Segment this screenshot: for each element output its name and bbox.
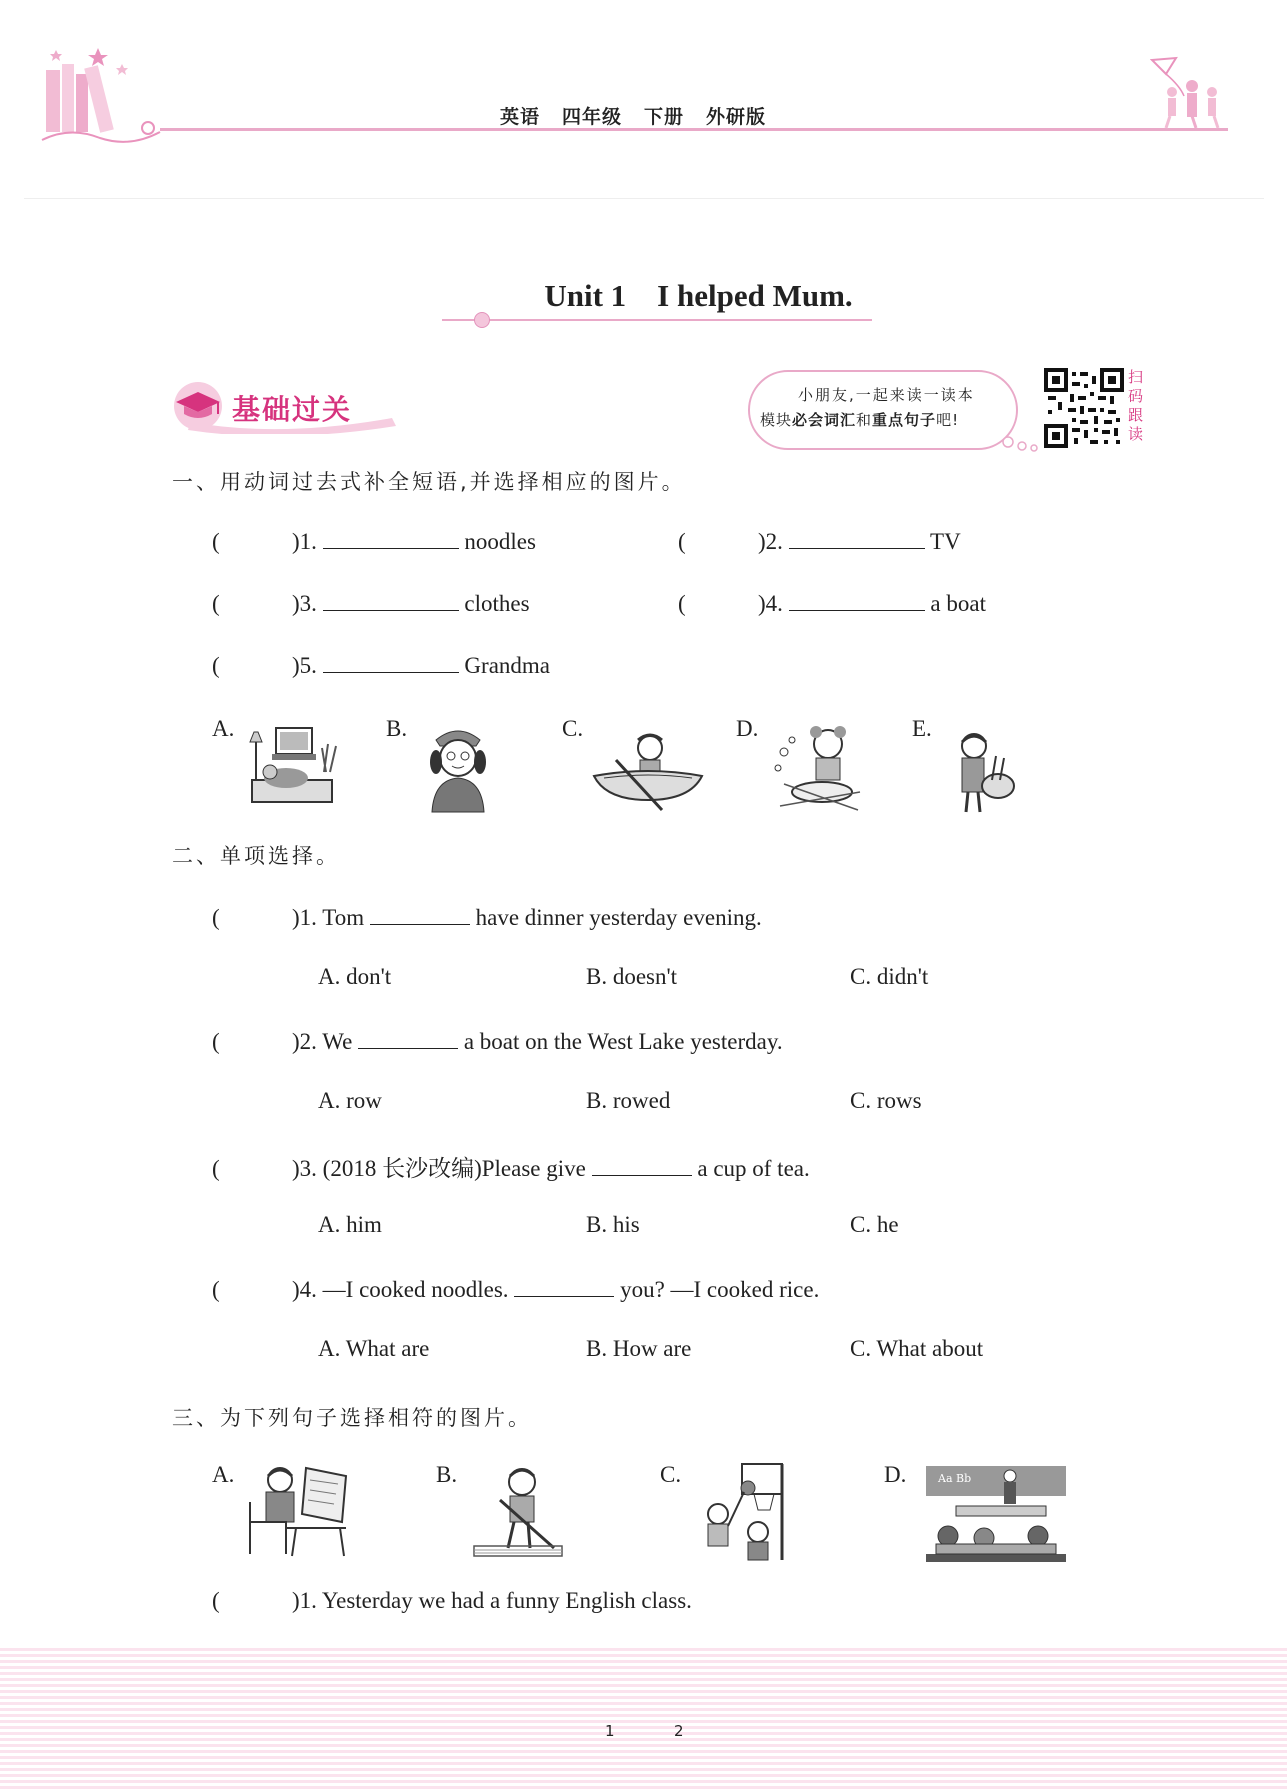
- s2-q2-option-a[interactable]: A. row: [318, 1088, 382, 1113]
- s2-question-3: ( )3. (2018 长沙改编)Please give a cup of tea.: [212, 1150, 810, 1183]
- s1-question-2: ( )2. TV: [678, 526, 961, 555]
- s3-picture-label-d: D.: [884, 1462, 907, 1487]
- answer-blank[interactable]: [358, 1026, 458, 1049]
- section1-title: 一、用动词过去式补全短语,并选择相应的图片。: [172, 470, 686, 494]
- header-title: [500, 102, 788, 129]
- answer-blank[interactable]: [789, 588, 925, 611]
- s2-q4-option-c[interactable]: C. What about: [850, 1336, 984, 1361]
- unit-title-dot: [474, 312, 490, 328]
- s3-picture-label-a: A.: [212, 1462, 235, 1487]
- watching-tv-picture-icon: [246, 722, 346, 812]
- header-term: 下册: [644, 106, 685, 128]
- footer-stripes: [0, 1648, 1287, 1789]
- s2-q1-option-c[interactable]: C. didn't: [850, 964, 929, 989]
- s1-picture-label-b: B.: [386, 716, 408, 741]
- blackboard-text: Aa Bb: [938, 1472, 972, 1485]
- header-edition: 外研版: [706, 106, 767, 128]
- reading-newspaper-picture-icon: [246, 1462, 356, 1558]
- header-grade: 四年级: [562, 106, 623, 128]
- s1-picture-label-c: C.: [562, 716, 584, 741]
- section2-title: 二、单项选择。: [172, 844, 340, 868]
- playing-basketball-picture-icon: [692, 1460, 792, 1564]
- s1-question-3: ( )3. clothes: [212, 588, 530, 617]
- s3-picture-label-b: B.: [436, 1462, 458, 1487]
- s2-question-1: ( )1. Tom have dinner yesterday evening.: [212, 902, 762, 931]
- sweeping-floor-picture-icon: [470, 1464, 566, 1558]
- answer-blank[interactable]: [370, 902, 470, 925]
- scan-label: 扫 码 跟 读: [1128, 368, 1144, 443]
- section3-title: 三、为下列句子选择相符的图片。: [172, 1406, 532, 1430]
- answer-blank[interactable]: [323, 650, 459, 673]
- answer-blank[interactable]: [323, 588, 459, 611]
- s1-picture-label-a: A.: [212, 716, 235, 741]
- unit-title: Unit 1 I helped Mum.: [544, 278, 853, 313]
- qr-code-icon[interactable]: [1044, 368, 1124, 448]
- bubble-tail-icon: [1000, 436, 1044, 452]
- s1-picture-label-d: D.: [736, 716, 759, 741]
- unit-title-underline: [442, 319, 872, 321]
- s2-q2-option-b[interactable]: B. rowed: [586, 1088, 671, 1113]
- s3-picture-label-c: C.: [660, 1462, 682, 1487]
- rowing-boat-picture-icon: [590, 730, 706, 812]
- english-class-picture-icon: [926, 1466, 1066, 1562]
- page-number-right: 2: [674, 1722, 684, 1740]
- s2-q3-option-a[interactable]: A. him: [318, 1212, 382, 1237]
- s2-q4-option-b[interactable]: B. How are: [586, 1336, 692, 1361]
- s2-q1-option-b[interactable]: B. doesn't: [586, 964, 678, 989]
- s1-picture-label-e: E.: [912, 716, 932, 741]
- s2-q1-option-a[interactable]: A. don't: [318, 964, 392, 989]
- answer-blank[interactable]: [789, 526, 925, 549]
- s3-question-1: ( )1. Yesterday we had a funny English class.: [212, 1588, 692, 1613]
- header-subject: 英语: [500, 106, 541, 128]
- bubble-line-1: 小朋友,一起来读一读本: [798, 386, 975, 404]
- grandma-picture-icon: [418, 722, 498, 814]
- s2-q4-option-a[interactable]: A. What are: [318, 1336, 430, 1361]
- s1-question-4: ( )4. a boat: [678, 588, 986, 617]
- answer-blank[interactable]: [514, 1274, 614, 1297]
- s2-question-2: ( )2. We a boat on the West Lake yesterday.: [212, 1026, 783, 1055]
- s2-question-4: ( )4. —I cooked noodles. you? —I cooked rice.: [212, 1274, 819, 1303]
- children-kite-icon: [1150, 56, 1230, 132]
- cooking-noodles-picture-icon: [948, 730, 1018, 814]
- answer-blank[interactable]: [323, 526, 459, 549]
- s2-q2-option-c[interactable]: C. rows: [850, 1088, 922, 1113]
- answer-blank[interactable]: [592, 1153, 692, 1176]
- washing-clothes-picture-icon: [770, 722, 866, 814]
- s1-question-1: ( )1. noodles: [212, 526, 536, 555]
- header-divider: [160, 128, 1228, 131]
- books-logo-icon: [40, 40, 170, 150]
- s2-q3-option-b[interactable]: B. his: [586, 1212, 640, 1237]
- page-number-left: 1: [605, 1722, 615, 1740]
- header-separator: [24, 198, 1264, 199]
- bubble-line-2: 模块必会词汇和重点句子吧!: [760, 411, 960, 429]
- badge-label: 基础过关: [232, 393, 353, 426]
- s1-question-5: ( )5. Grandma: [212, 650, 550, 679]
- s2-q3-option-c[interactable]: C. he: [850, 1212, 899, 1237]
